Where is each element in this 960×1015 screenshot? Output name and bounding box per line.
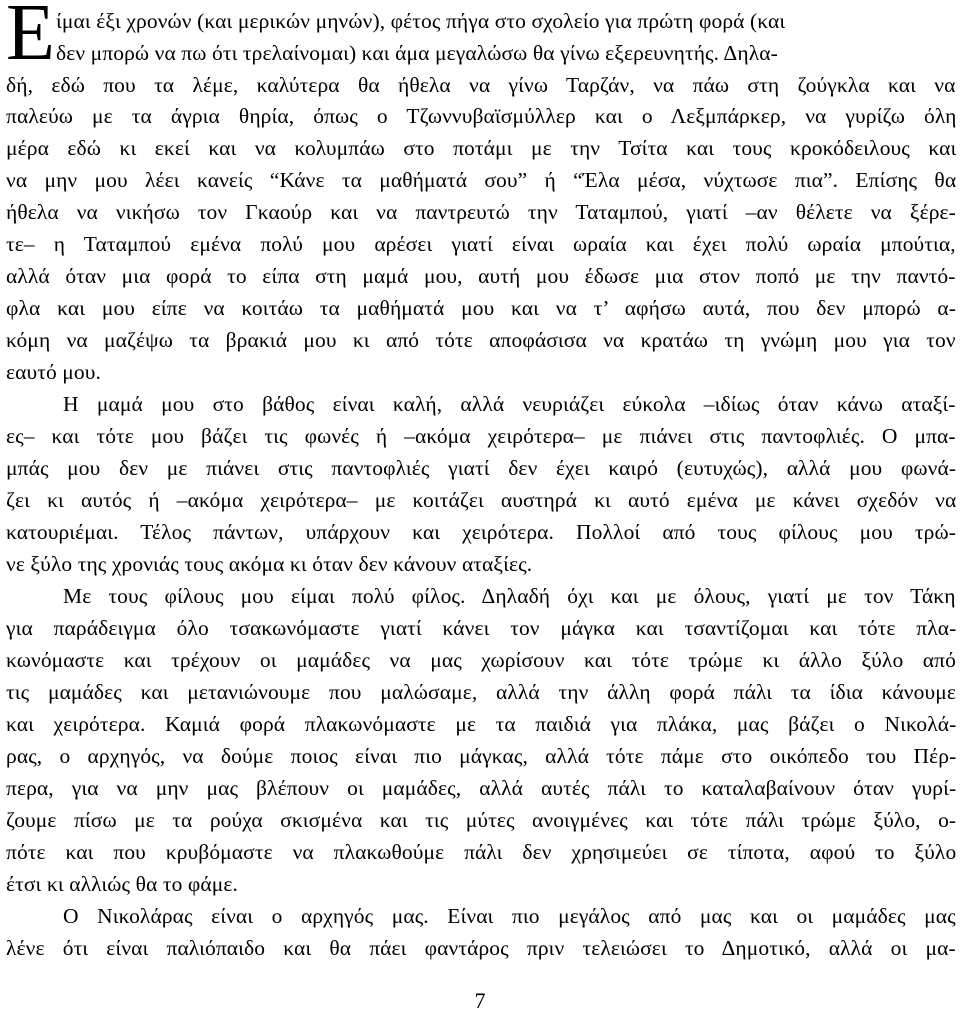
- text-line: εαυτό μου.: [6, 360, 101, 384]
- text-line: και χειρότερα. Καμιά φορά πλακωνόμαστε με τα παιδιά για πλάκα, μας βάζει ο Νικολά-: [6, 712, 957, 736]
- text-line: κόμη να μαζέψω τα βρακιά μου κι από τότε αποφάσισα να κρατάω τη γνώμη μου για τον: [6, 328, 956, 352]
- text-line: νε ξύλο της χρονιάς τους ακόμα κι όταν δεν κάνουν αταξίες.: [6, 552, 533, 576]
- paragraph-first-line: Με τους φίλους μου είμαι πολύ φίλος. Δηλαδή όχι και με όλους, γιατί με τον Τάκη: [63, 584, 956, 608]
- text-line: πότε και που κρυβόμαστε να πλακωθούμε πάλι δεν χρησιμεύει σε τίποτα, αφού το ξύλο: [6, 840, 957, 864]
- text-line: ζουμε πίσω με τα ρούχα σκισμένα και τις μύτες ανοιγμένες και τότε πάλι τρώμε ξύλο, ο-: [6, 808, 957, 832]
- text-line: φλα και μου είπε να κοιτάω τα μαθήματά μου και να τ’ αφήσω αυτά, που δεν μπορώ α-: [6, 296, 957, 320]
- text-line: παλεύω με τα άγρια θηρία, όπως ο Τζωννυβαϊσμύλλερ και ο Λεξμπάρκερ, να γυρίζω όλη: [6, 104, 957, 128]
- text-line: έτσι κι αλλιώς θα το φάμε.: [6, 872, 238, 896]
- page-number: 7: [474, 988, 486, 1013]
- text-line: αλλά όταν μια φορά το είπα στη μαμά μου, αυτή μου έδωσε μια στον ποπό με την παντό-: [6, 264, 956, 288]
- text-line: κατουριέμαι. Τέλος πάντων, υπάρχουν και χειρότερα. Πολλοί από τους φίλους μου τρώ-: [6, 520, 956, 544]
- text-line: ες– και τότε μου βάζει τις φωνές ή –ακόμα χειρότερα– με πιάνει στις παντοφλιές. Ο μπα-: [6, 424, 956, 448]
- text-line: ζει κι αυτός ή –ακόμα χειρότερα– με κοιτάζει αυστηρά κι αυτό εμένα με κάνει σχεδόν να: [6, 488, 957, 512]
- paragraph-first-line: Ο Νικολάρας είναι ο αρχηγός μας. Είναι πιο μεγάλος από μας και οι μαμάδες μας: [63, 904, 956, 928]
- text-line: μέρα εδώ κι εκεί και να κολυμπάω στο ποτάμι με την Τσίτα και τους κροκόδειλους και: [6, 136, 957, 160]
- text-line: τε– η Ταταμπού εμένα πολύ μου αρέσει γιατί είναι ωραία και έχει πολύ ωραία μπούτια,: [6, 232, 956, 256]
- text-line: λένε ότι είναι παλιόπαιδο και θα πάει φαντάρος πριν τελειώσει το Δημοτικό, αλλά οι μα-: [6, 936, 956, 960]
- text-line: δεν μπορώ να πω ότι τρελαίνομαι) και άμα μεγαλώσω θα γίνω εξερευνητής. Δηλα-: [56, 41, 778, 65]
- text-line: να μην μου λέει κανείς “Κάνε τα μαθήματά σου” ή “Έλα μέσα, νύχτωσε πια”. Επίσης θα: [6, 168, 957, 192]
- text-line: μπάς μου δεν με πιάνει στις παντοφλιές γιατί δεν έχει καιρό (ευτυχώς), αλλά μου φωνά-: [6, 456, 957, 480]
- text-line: για παράδειγμα όλο τσακωνόμαστε γιατί κάνει τον μάγκα και τσαντίζομαι και τότε πλα-: [6, 616, 957, 640]
- text-line: κωνόμαστε και τρέχουν οι μαμάδες να μας χωρίσουν και τότε τρώμε κι άλλο ξύλο από: [6, 648, 956, 672]
- text-line: ίμαι έξι χρονών (και μερικών μηνών), φέτος πήγα στο σχολείο για πρώτη φορά (και: [56, 9, 786, 33]
- paragraph-first-line: Η μαμά μου στο βάθος είναι καλή, αλλά νευριάζει εύκολα –ιδίως όταν κάνω αταξί-: [63, 392, 956, 416]
- text-line: ρας, ο αρχηγός, να δούμε ποιος είναι πιο μάγκας, αλλά τότε πάμε στο οικόπεδο του Πέρ-: [6, 744, 957, 768]
- drop-cap: Ε: [6, 0, 55, 77]
- text-line: τις μαμάδες και μετανιώνουμε που μαλώσαμε, αλλά την άλλη φορά πάλι τα ίδια κάνουμε: [6, 680, 956, 704]
- text-line: δή, εδώ που τα λέμε, καλύτερα θα ήθελα να γίνω Ταρζάν, να πάω στη ζούγκλα και να: [6, 73, 956, 97]
- text-line: περα, για να μην μας βλέπουν οι μαμάδες, αλλά αυτές πάλι το καταλαβαίνουν όταν γυρί-: [6, 776, 957, 800]
- text-line: ήθελα να νικήσω τον Γκαούρ και να παντρευτώ την Ταταμπού, γιατί –αν θέλετε να ξέρε-: [6, 200, 956, 224]
